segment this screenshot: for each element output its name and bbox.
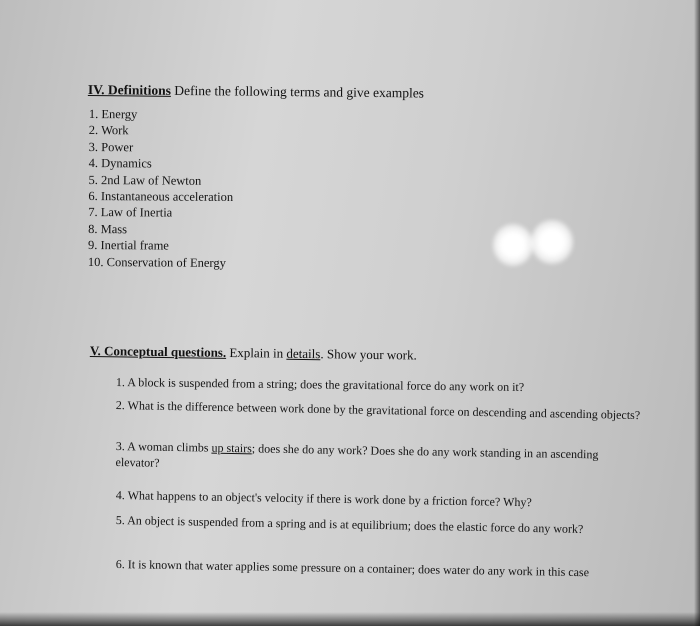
page-edge-shadow bbox=[694, 0, 700, 626]
section-4-instruction: Define the following terms and give examples bbox=[170, 82, 425, 101]
question-4: 4. What happens to an object's velocity if there is work done by a friction force? Why? bbox=[115, 487, 532, 510]
list-item: 1. Energy bbox=[88, 106, 138, 122]
question-5: 5. An object is suspended from a spring and is at equilibrium; does the elastic force do any work? bbox=[115, 512, 584, 536]
definitions-list bbox=[88, 106, 234, 271]
section-5-underlined-word: details bbox=[286, 345, 321, 362]
light-glare bbox=[493, 220, 575, 266]
list-item: 10. Conservation of Energy bbox=[87, 254, 226, 270]
question-3-underlined: up stairs bbox=[211, 440, 252, 456]
section-4-title: IV. Definitions bbox=[87, 82, 172, 98]
section-5-title: V. Conceptual questions. bbox=[89, 343, 227, 360]
glare-spot-right bbox=[531, 220, 573, 264]
list-item: 5. 2nd Law of Newton bbox=[88, 172, 202, 188]
question-3-part-a: 3. A woman climbs bbox=[115, 438, 212, 455]
list-item: 4. Dynamics bbox=[88, 156, 152, 171]
question-2: 2. What is the difference between work done by the gravitational force on descending and ascending objects? bbox=[115, 397, 641, 423]
list-item: 9. Inertial frame bbox=[87, 238, 169, 253]
list-item: 2. Work bbox=[88, 123, 129, 138]
question-3-part-c: ; does she do any work? Does she do any work standing in an ascending elevator? bbox=[115, 441, 599, 470]
question-6: 6. It is known that water applies some pressure on a container; does water do any work in this case bbox=[115, 556, 590, 580]
glare-spot-left bbox=[493, 224, 533, 266]
question-1: 1. A block is suspended from a string; does the gravitational force do any work on it? bbox=[115, 374, 525, 394]
list-item: 8. Mass bbox=[88, 221, 128, 237]
list-item: 6. Instantaneous acceleration bbox=[88, 189, 234, 205]
bottom-shadow bbox=[0, 612, 700, 626]
section-5-instruction-a: Explain in bbox=[226, 344, 287, 361]
section-5-instruction-b: . Show your work. bbox=[320, 346, 417, 363]
list-item: 3. Power bbox=[88, 139, 134, 155]
list-item: 7. Law of Inertia bbox=[88, 205, 173, 221]
